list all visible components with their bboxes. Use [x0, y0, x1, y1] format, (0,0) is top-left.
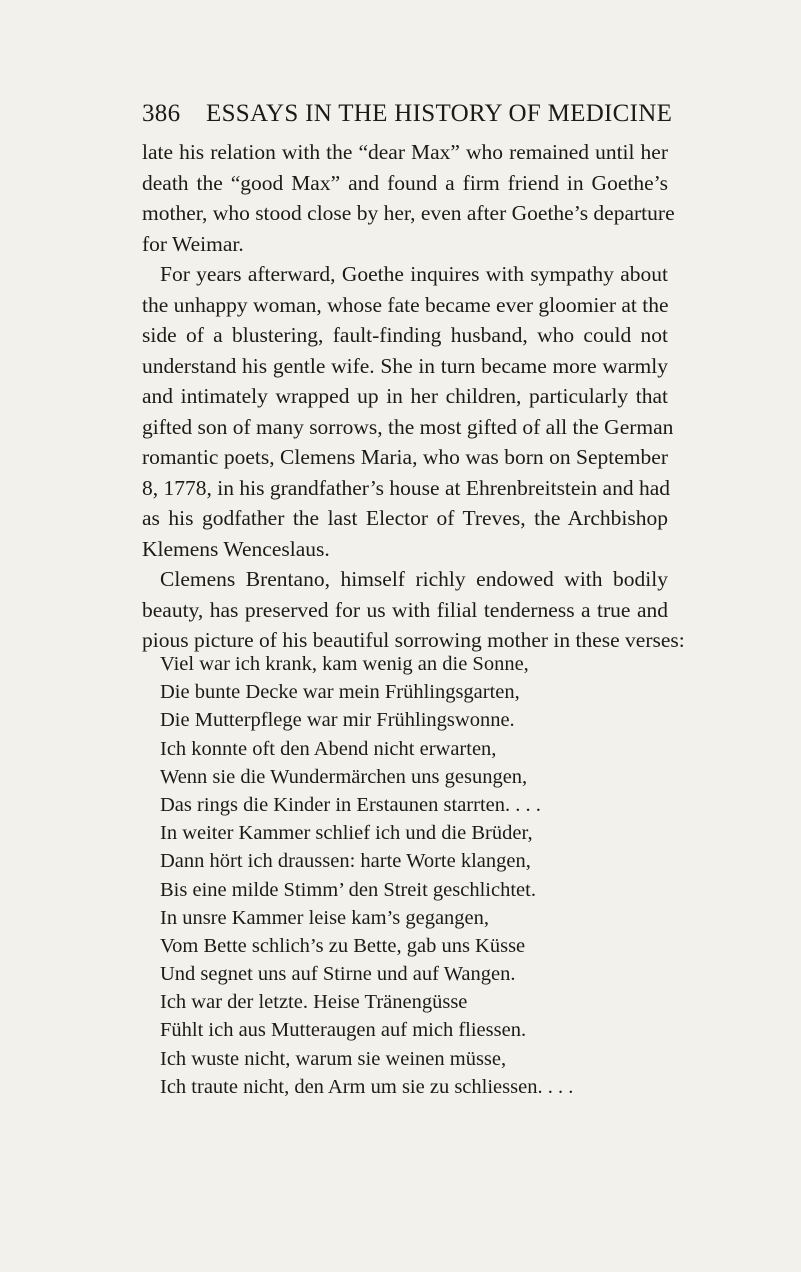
- text-line: romantic poets, Clemens Maria, who was born on September: [142, 445, 668, 469]
- poem-line: Dann hört ich draussen: harte Worte klangen,: [160, 850, 531, 873]
- paragraph: [142, 137, 675, 259]
- page-number: 386: [142, 100, 181, 127]
- text-line: late his relation with the “dear Max” who remained until her: [142, 140, 668, 164]
- text-line: death the “good Max” and found a firm friend in Goethe’s: [142, 170, 668, 195]
- poem-line: Ich war der letzte. Heise Tränengüsse: [160, 991, 468, 1014]
- poem-line: Die Mutterpflege war mir Frühlingswonne.: [160, 709, 515, 732]
- text-line: gifted son of many sorrows, the most gifted of all the German: [142, 414, 674, 439]
- body-text: [142, 137, 685, 656]
- text-line: beauty, has preserved for us with filial tenderness a true and: [142, 597, 668, 622]
- poem-line: In weiter Kammer schlief ich und die Brüder,: [160, 822, 533, 845]
- poem-line: In unsre Kammer leise kam’s gegangen,: [160, 906, 490, 929]
- text-line: Clemens Brentano, himself richly endowed with bodily: [160, 567, 668, 591]
- running-head: [142, 96, 672, 132]
- text-line: mother, who stood close by her, even after Goethe’s departure: [142, 201, 675, 225]
- text-line: as his godfather the last Elector of Treves, the Archbishop: [142, 506, 668, 530]
- text-line: For years afterward, Goethe inquires with sympathy about: [160, 262, 668, 286]
- poem-line: Bis eine milde Stimm’ den Streit geschlichtet.: [160, 878, 536, 901]
- text-line: understand his gentle wife. She in turn became more warmly: [142, 353, 668, 378]
- poem-line: Ich traute nicht, den Arm um sie zu schliessen. . . .: [160, 1075, 574, 1098]
- poem-line: Und segnet uns auf Stirne und auf Wangen.: [160, 963, 516, 986]
- poem-line: Vom Bette schlich’s zu Bette, gab uns Küsse: [160, 934, 526, 957]
- text-line: Klemens Wenceslaus.: [142, 536, 330, 561]
- poem-line: Wenn sie die Wundermärchen uns gesungen,: [160, 765, 528, 788]
- poem-line: Das rings die Kinder in Erstaunen starrten. . . .: [160, 793, 541, 816]
- paragraph: [142, 259, 674, 564]
- poem-line: Viel war ich krank, kam wenig an die Sonne,: [160, 653, 529, 675]
- text-line: the unhappy woman, whose fate became ever gloomier at the: [142, 292, 669, 317]
- poem-line: Ich wuste nicht, warum sie weinen müsse,: [160, 1047, 507, 1070]
- text-line: 8, 1778, in his grandfather’s house at Ehrenbreitstein and had: [142, 475, 671, 500]
- running-title: ESSAYS IN THE HISTORY OF MEDICINE: [206, 100, 673, 127]
- poem-block: [160, 650, 660, 1101]
- text-line: pious picture of his beautiful sorrowing mother in these verses:: [142, 628, 685, 652]
- poem-line: Ich konnte oft den Abend nicht erwarten,: [160, 737, 497, 760]
- paragraph: [142, 564, 685, 656]
- poem-line: Fühlt ich aus Mutteraugen auf mich fliessen.: [160, 1019, 527, 1042]
- text-line: for Weimar.: [142, 231, 244, 256]
- text-line: side of a blustering, fault-finding husband, who could not: [142, 323, 668, 347]
- text-line: and intimately wrapped up in her children, particularly that: [142, 384, 668, 408]
- poem-line: Die bunte Decke war mein Frühlingsgarten,: [160, 681, 520, 704]
